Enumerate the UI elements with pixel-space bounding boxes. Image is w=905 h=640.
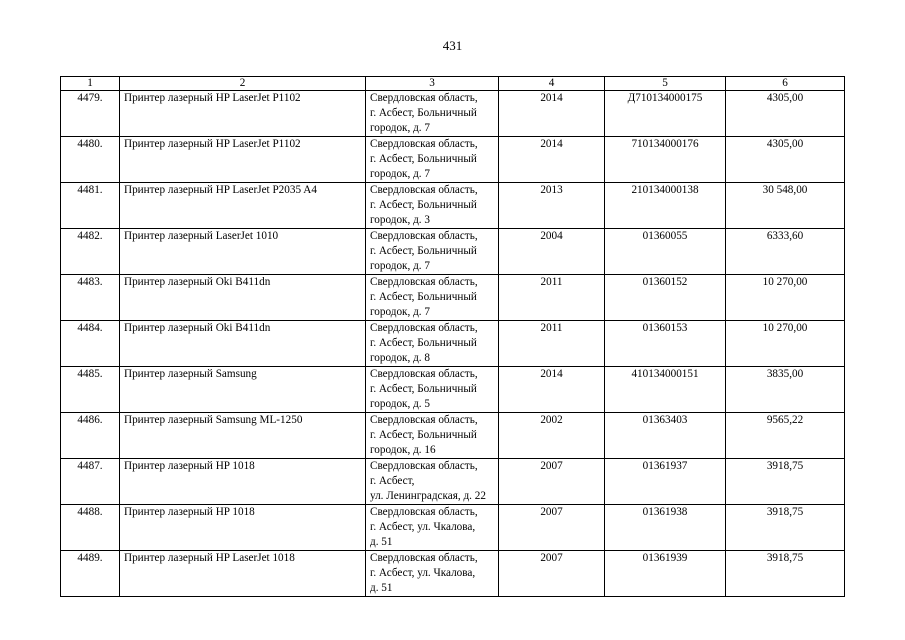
property-table: [60, 76, 845, 597]
item-name: Принтер лазерный Oki B411dn: [120, 321, 366, 367]
address-line: Свердловская область,: [370, 368, 478, 380]
address-line: Свердловская область,: [370, 414, 478, 426]
item-cost: 10 270,00: [726, 321, 845, 367]
address-line: городок, д. 7: [370, 168, 430, 180]
row-number: 4486.: [61, 413, 120, 459]
address-line: г. Асбест, ул. Чкалова,: [370, 521, 476, 533]
address-line: городок, д. 5: [370, 398, 430, 410]
inventory-number: 210134000138: [605, 183, 726, 229]
inventory-number: 01363403: [605, 413, 726, 459]
item-year: 2014: [499, 367, 605, 413]
item-address: [366, 275, 499, 321]
item-year: 2007: [499, 551, 605, 597]
item-address: [366, 137, 499, 183]
item-name: Принтер лазерный HP LaserJet P1102: [120, 91, 366, 137]
address-line: д. 51: [370, 536, 393, 548]
item-year: 2014: [499, 91, 605, 137]
item-name: Принтер лазерный HP LaserJet P2035 A4: [120, 183, 366, 229]
address-line: Свердловская область,: [370, 506, 478, 518]
row-number: 4480.: [61, 137, 120, 183]
row-number: 4488.: [61, 505, 120, 551]
table-row: [61, 459, 845, 505]
item-cost: 4305,00: [726, 91, 845, 137]
item-year: 2013: [499, 183, 605, 229]
item-year: 2011: [499, 321, 605, 367]
item-cost: 30 548,00: [726, 183, 845, 229]
item-address: [366, 183, 499, 229]
row-number: 4482.: [61, 229, 120, 275]
item-name: Принтер лазерный HP LaserJet 1018: [120, 551, 366, 597]
row-number: 4483.: [61, 275, 120, 321]
address-line: Свердловская область,: [370, 552, 478, 564]
item-name: Принтер лазерный Oki B411dn: [120, 275, 366, 321]
address-line: г. Асбест, Больничный: [370, 383, 477, 395]
item-name: Принтер лазерный HP 1018: [120, 505, 366, 551]
address-line: Свердловская область,: [370, 276, 478, 288]
address-line: городок, д. 7: [370, 306, 430, 318]
column-header: 1: [61, 77, 120, 91]
column-header: 3: [366, 77, 499, 91]
item-cost: 9565,22: [726, 413, 845, 459]
item-year: 2014: [499, 137, 605, 183]
item-address: [366, 505, 499, 551]
item-name: Принтер лазерный Samsung ML-1250: [120, 413, 366, 459]
inventory-number: 01360153: [605, 321, 726, 367]
table-row: [61, 229, 845, 275]
table-row: [61, 91, 845, 137]
address-line: Свердловская область,: [370, 138, 478, 150]
item-year: 2007: [499, 505, 605, 551]
item-year: 2004: [499, 229, 605, 275]
table-row: [61, 321, 845, 367]
address-line: г. Асбест, Больничный: [370, 199, 477, 211]
header-row: [61, 77, 845, 91]
table-row: [61, 505, 845, 551]
item-address: [366, 413, 499, 459]
inventory-number: 710134000176: [605, 137, 726, 183]
table-row: [61, 137, 845, 183]
item-address: [366, 321, 499, 367]
item-name: Принтер лазерный LaserJet 1010: [120, 229, 366, 275]
address-line: г. Асбест, Больничный: [370, 107, 477, 119]
item-address: [366, 229, 499, 275]
inventory-number: 01361937: [605, 459, 726, 505]
inventory-number: 410134000151: [605, 367, 726, 413]
table-row: [61, 367, 845, 413]
address-line: г. Асбест, Больничный: [370, 245, 477, 257]
item-cost: 6333,60: [726, 229, 845, 275]
item-cost: 4305,00: [726, 137, 845, 183]
address-line: д. 51: [370, 582, 393, 594]
item-name: Принтер лазерный HP LaserJet P1102: [120, 137, 366, 183]
address-line: городок, д. 3: [370, 214, 430, 226]
row-number: 4485.: [61, 367, 120, 413]
address-line: городок, д. 8: [370, 352, 430, 364]
column-header: 4: [499, 77, 605, 91]
address-line: г. Асбест, Больничный: [370, 153, 477, 165]
item-cost: 3835,00: [726, 367, 845, 413]
item-year: 2002: [499, 413, 605, 459]
row-number: 4487.: [61, 459, 120, 505]
item-address: [366, 551, 499, 597]
inventory-number: 01361939: [605, 551, 726, 597]
inventory-number: 01360055: [605, 229, 726, 275]
item-cost: 3918,75: [726, 459, 845, 505]
table-row: [61, 275, 845, 321]
address-line: г. Асбест, Больничный: [370, 337, 477, 349]
address-line: городок, д. 16: [370, 444, 436, 456]
item-name: Принтер лазерный Samsung: [120, 367, 366, 413]
column-header: 6: [726, 77, 845, 91]
address-line: г. Асбест,: [370, 475, 415, 487]
inventory-number: 01360152: [605, 275, 726, 321]
item-cost: 3918,75: [726, 551, 845, 597]
column-header: 5: [605, 77, 726, 91]
address-line: г. Асбест, ул. Чкалова,: [370, 567, 476, 579]
item-address: [366, 91, 499, 137]
item-year: 2011: [499, 275, 605, 321]
inventory-number: Д710134000175: [605, 91, 726, 137]
page-number: 431: [442, 38, 463, 53]
row-number: 4489.: [61, 551, 120, 597]
address-line: Свердловская область,: [370, 460, 478, 472]
item-cost: 3918,75: [726, 505, 845, 551]
item-address: [366, 367, 499, 413]
address-line: Свердловская область,: [370, 184, 478, 196]
row-number: 4481.: [61, 183, 120, 229]
address-line: ул. Ленинградская, д. 22: [370, 490, 486, 502]
table-row: [61, 183, 845, 229]
address-line: г. Асбест, Больничный: [370, 291, 477, 303]
table-row: [61, 551, 845, 597]
item-year: 2007: [499, 459, 605, 505]
item-name: Принтер лазерный HP 1018: [120, 459, 366, 505]
address-line: Свердловская область,: [370, 322, 478, 334]
row-number: 4479.: [61, 91, 120, 137]
inventory-number: 01361938: [605, 505, 726, 551]
row-number: 4484.: [61, 321, 120, 367]
item-cost: 10 270,00: [726, 275, 845, 321]
address-line: г. Асбест, Больничный: [370, 429, 477, 441]
item-address: [366, 459, 499, 505]
column-header: 2: [120, 77, 366, 91]
address-line: городок, д. 7: [370, 260, 430, 272]
table-row: [61, 413, 845, 459]
address-line: Свердловская область,: [370, 92, 478, 104]
address-line: городок, д. 7: [370, 122, 430, 134]
address-line: Свердловская область,: [370, 230, 478, 242]
